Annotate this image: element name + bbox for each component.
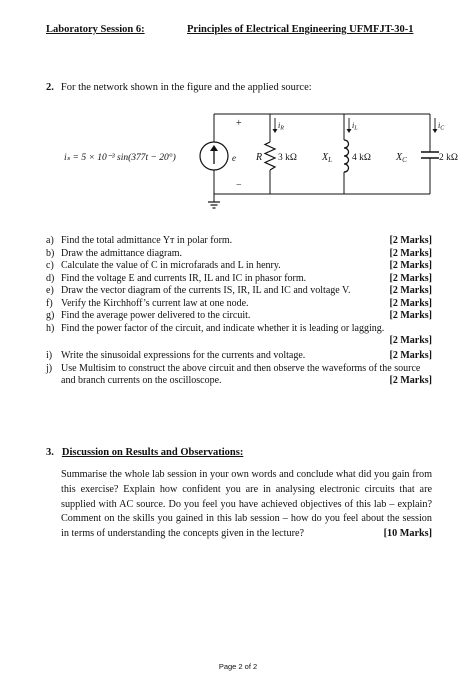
document-page: Laboratory Session 6: Principles of Electrical Engineering UFMFJT-30-1 2. For the network shown in the figure and the applied source: + − e iₛ = 5 × 10⁻³ sin(377t − 20°) R 3 kΩ $X_L$ 4 kΩ $X_C$ 2 kΩ iR iL iC a) Find the total admittance Yᴛ in polar form. [2 Marks] b) Draw the admittance diagram. [2 Marks] c) Calculate the value of C in microfarads and L in henry. [2 Marks] d) Find the voltage E and currents IR, IL and IC in phasor form. [2 Marks] e) Draw the vector diagram of the currents IS, IR, IL and IC and voltage V. [2 Marks] f) Verify the Kirchhoff’s current law at one node. [2 Marks] g) Find the average power delivered to the circuit. [2 Marks] h) Find the power factor of the circuit, and indicate whether it is leading or lagging. [2 Marks] i) Write the sinusoidal expressions for the currents and voltage. [2 Marks] j) Use Multisim to construct the above circuit and then observe the waveforms of the source and branch currents on the oscilloscope. [2 Marks] 3. Discussion on Results and Observations: Summarise the whole lab session in your own words and conclude what did you gain from this exercise? Explain how confident you are in analysing electronic circuits that are supplied with AC source. Do you feel you have achieved objectives of this lab – explain? Comment on the skills you gained in this lab session – how do you feel about the session in terms of understanding the concepts given in the lecture? [10 Marks] Page 2 of 2 — [0, 0, 476, 700]
ground-icon — [208, 202, 220, 208]
current-iC-label: iC — [438, 121, 445, 132]
header-course: Principles of Electrical Engineering UFMFJT-30-1 — [187, 24, 414, 35]
question-2-number: 2. — [46, 82, 54, 93]
page-footer: Page 2 of 2 — [218, 662, 258, 671]
capacitor-icon — [421, 152, 439, 158]
minus-sign: − — [236, 180, 242, 191]
circuit-diagram — [46, 108, 466, 220]
question-2-text: For the network shown in the figure and the applied source: — [60, 82, 312, 93]
resistor-icon — [265, 142, 275, 170]
source-voltage-label: e — [232, 153, 236, 163]
inductor-symbol: $X_L$ — [322, 152, 333, 164]
current-iL-label: iL — [352, 121, 358, 132]
question-2 — [46, 82, 312, 93]
resistor-value: 3 kΩ — [278, 153, 297, 163]
section-3-marks: [10 Marks] — [383, 528, 432, 540]
current-source-icon — [200, 142, 228, 170]
resistor-symbol: R — [256, 152, 263, 163]
source-expression: iₛ = 5 × 10⁻³ sin(377t − 20°) — [64, 153, 176, 163]
question-item-j: j) Use Multisim to construct the above circuit and then observe the waveforms of the source and branch currents on the oscilloscope. [2 Marks] — [46, 362, 432, 386]
inductor-icon — [344, 140, 349, 172]
inductor-value: 4 kΩ — [352, 153, 371, 163]
plus-sign: + — [236, 118, 242, 129]
section-3-heading: 3. Discussion on Results and Observations: — [46, 447, 244, 458]
capacitor-symbol: $X_C$ — [396, 152, 407, 164]
section-3-paragraph: Summarise the whole lab session in your own words and conclude what did you gain from this exercise? Explain how confident you are in analysing electronic circuits that are supplied with AC source. Do you feel you have achieved objectives of this lab – explain? Comment on the skills you gained in this lab session – how do you feel about the session in terms of understanding the concepts given in the lecture? [10 Marks] — [61, 468, 432, 542]
header-session: Laboratory Session 6: — [46, 24, 145, 35]
capacitor-value: 2 kΩ — [439, 153, 458, 163]
question-item-h: h) Find the power factor of the circuit, and indicate whether it is leading or lagging. [2 Marks] — [46, 322, 432, 346]
current-iR-label: iR — [278, 121, 284, 132]
